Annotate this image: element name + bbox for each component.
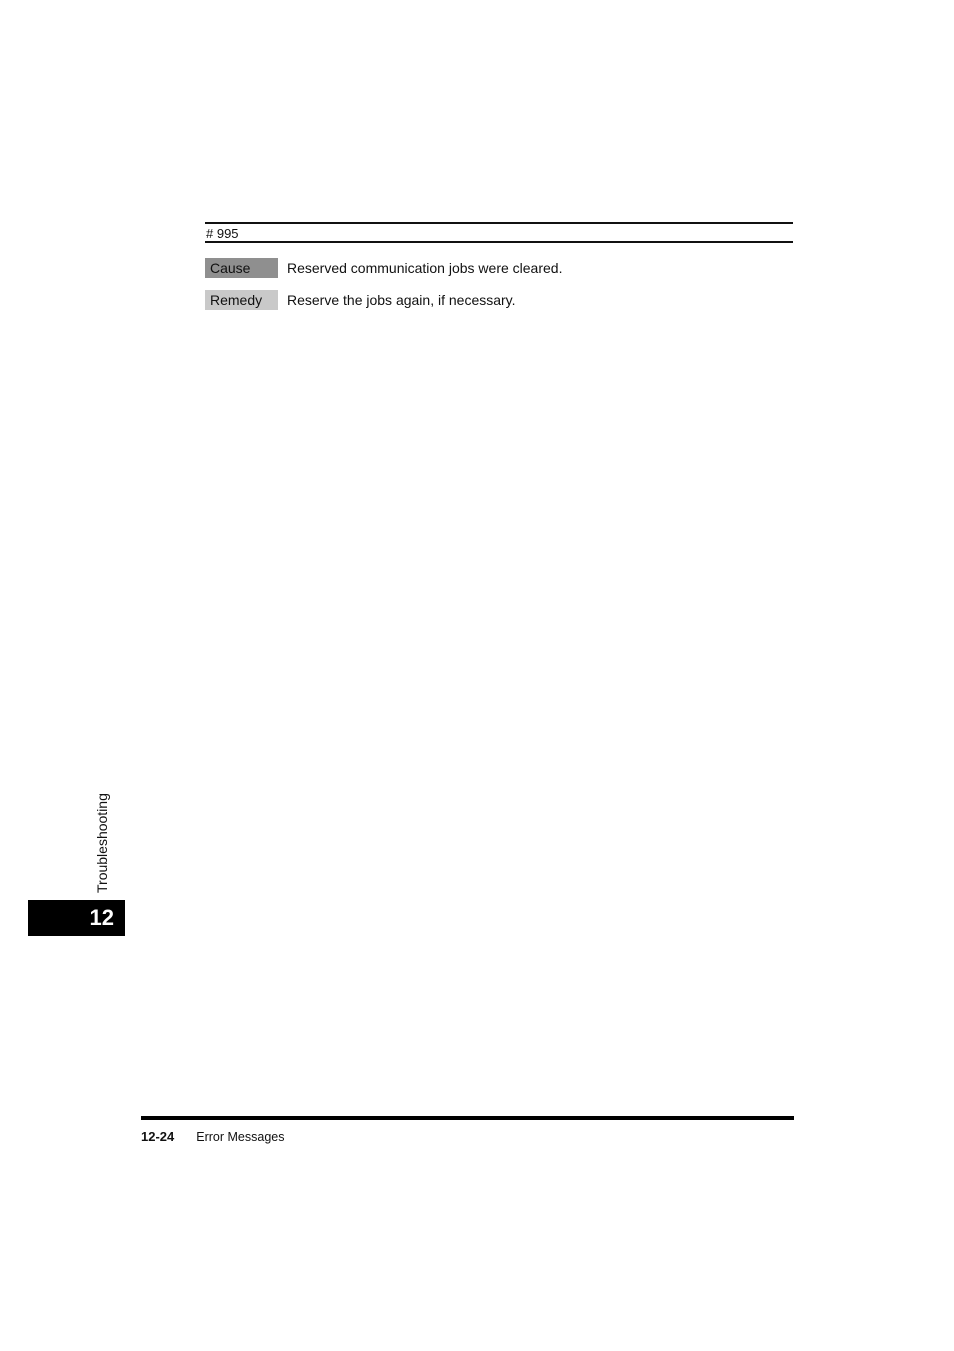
cause-label: Cause: [205, 258, 278, 278]
error-code: # 995: [205, 222, 793, 243]
remedy-row: [205, 290, 793, 310]
footer-divider: [141, 1116, 794, 1120]
footer-section-name: Error Messages: [196, 1130, 285, 1144]
error-entry: [205, 222, 793, 310]
remedy-text: Reserve the jobs again, if necessary.: [287, 292, 516, 308]
remedy-label: Remedy: [205, 290, 278, 310]
cause-row: [205, 258, 793, 278]
chapter-tab: 12: [28, 900, 125, 936]
chapter-section-label: Troubleshooting: [94, 793, 110, 893]
page-number: 12-24: [141, 1129, 175, 1144]
page-footer: [141, 1128, 284, 1146]
cause-text: Reserved communication jobs were cleared.: [287, 260, 563, 276]
